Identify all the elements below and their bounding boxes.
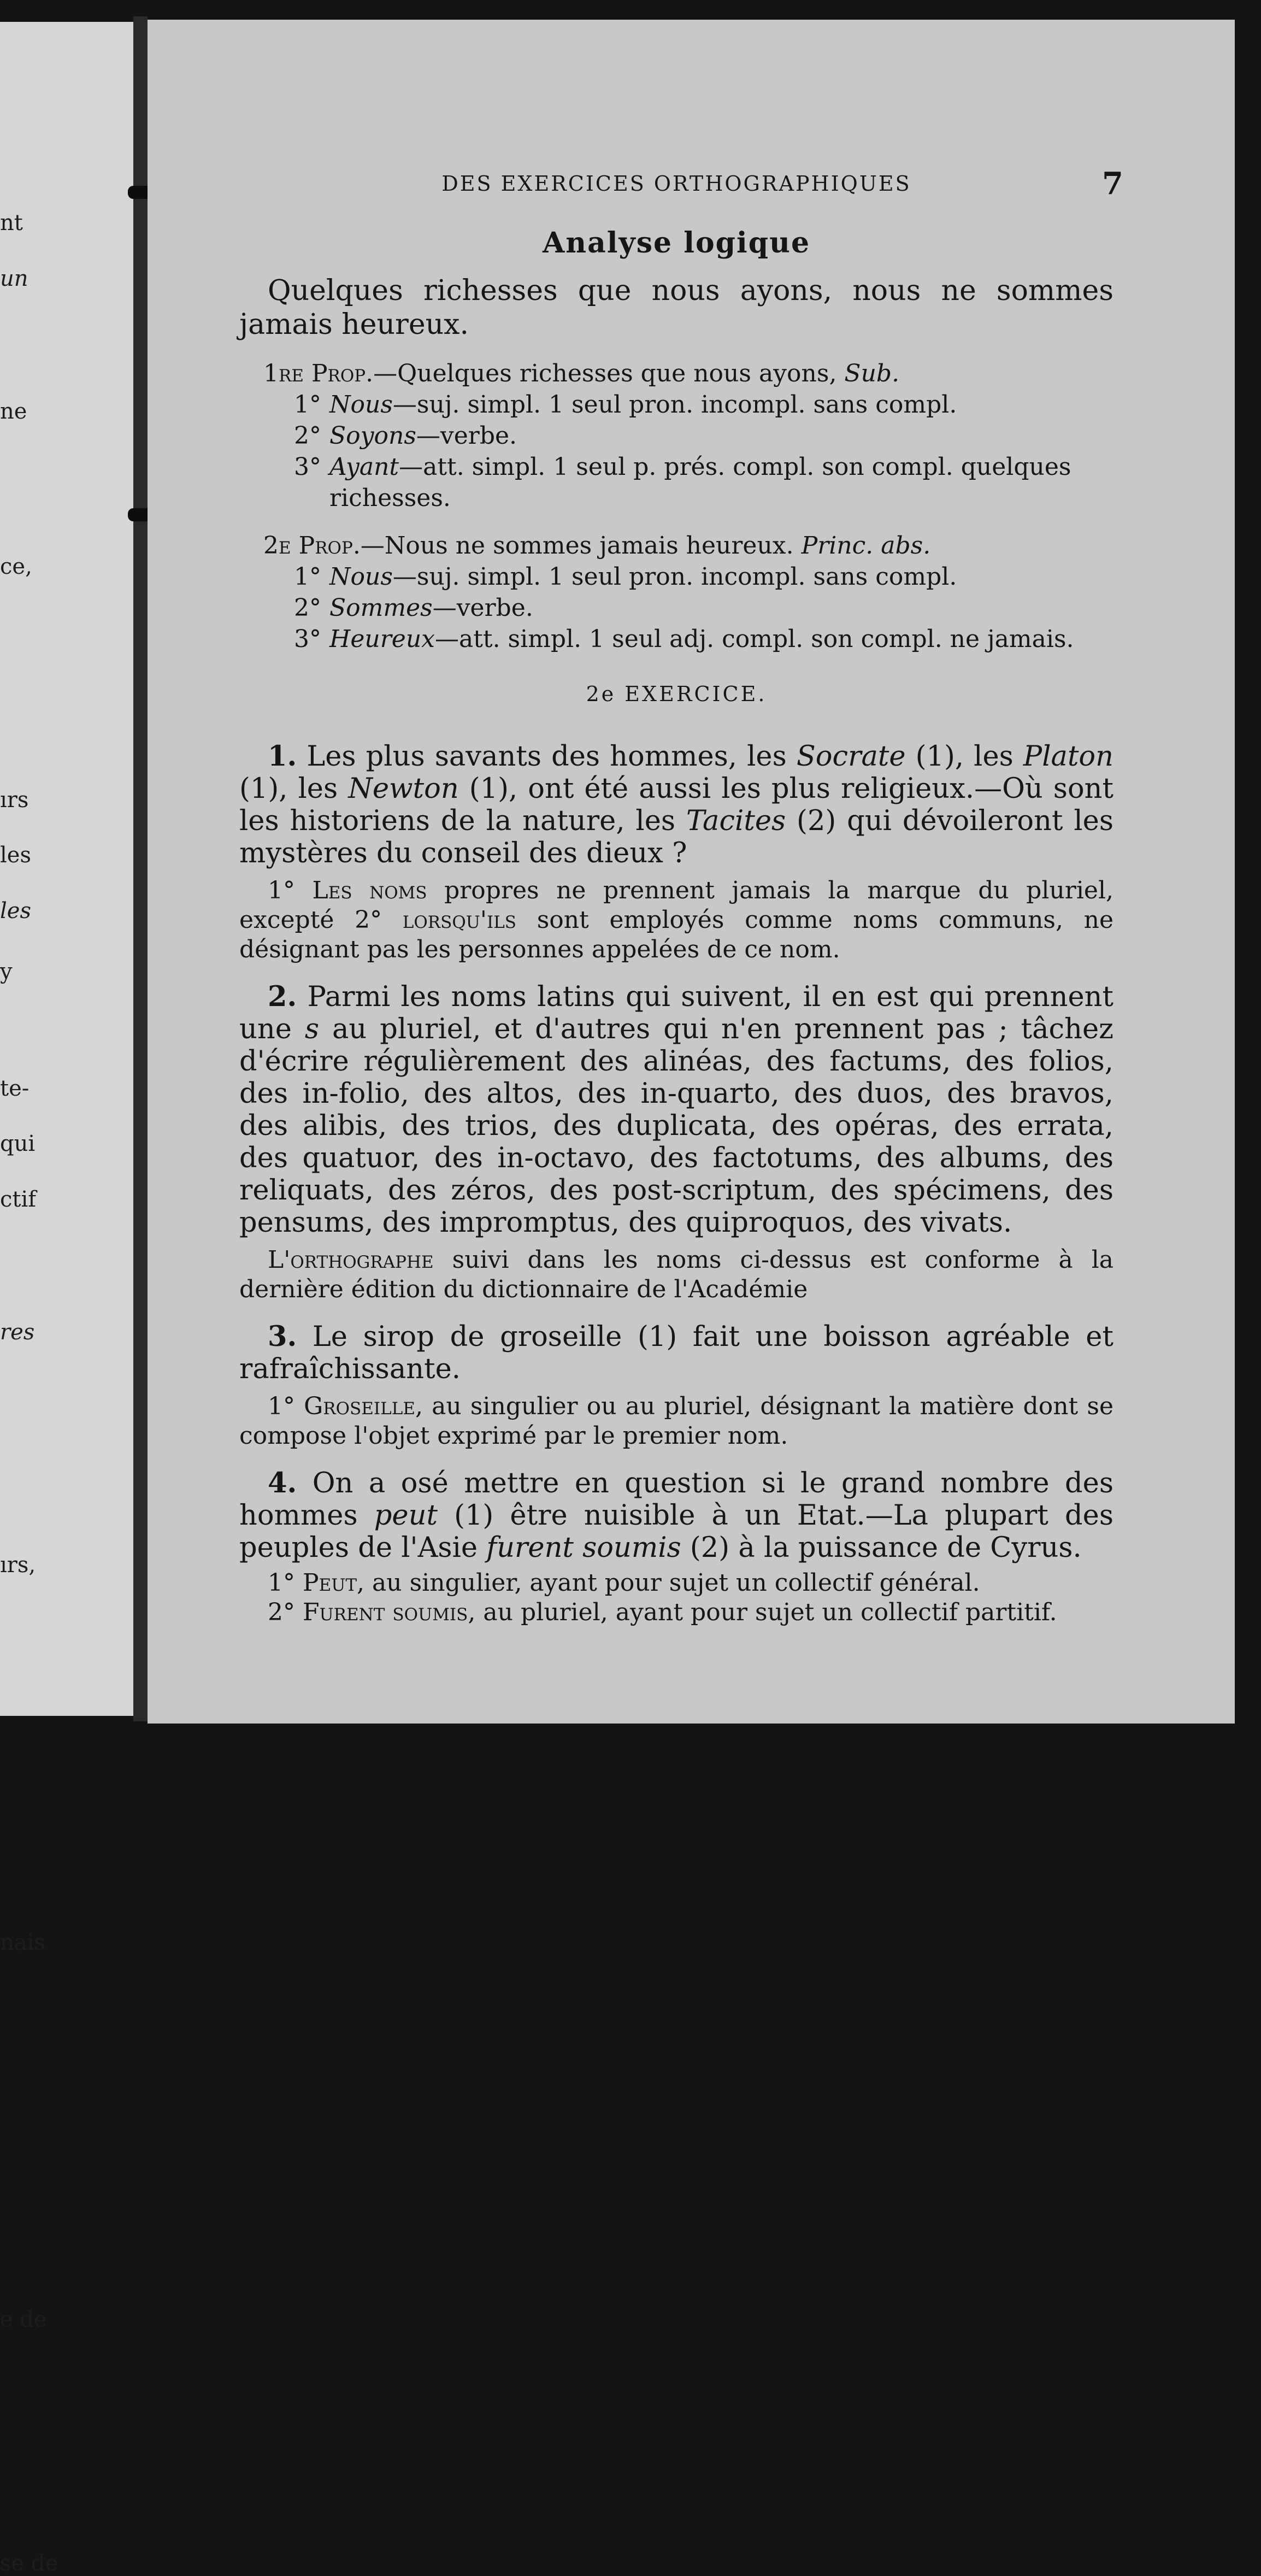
proposition-item xyxy=(239,420,1113,451)
proposition-item xyxy=(239,389,1113,420)
item-term: Ayant xyxy=(329,453,399,481)
rule-note-2 xyxy=(239,1245,1113,1304)
book-page xyxy=(148,20,1235,1724)
note-keyword: Furent soumis xyxy=(303,1598,468,1626)
note-text: sont employés comme noms communs, ne désignant pas les personnes appelées de ce nom. xyxy=(239,906,1114,963)
left-page-fragment: te- xyxy=(0,1075,30,1101)
left-page-fragment: les xyxy=(0,843,31,868)
proposition-item xyxy=(239,592,1113,624)
item-number: 2° xyxy=(294,422,321,450)
proposition-type: Sub. xyxy=(844,360,900,387)
rule-note-3 xyxy=(239,1392,1113,1451)
proposition-item xyxy=(239,451,1113,514)
item-term: Soyons xyxy=(329,422,416,450)
proper-name: Newton xyxy=(348,773,459,805)
exercise-paragraph-1 xyxy=(239,740,1113,869)
analysis-title: Analyse logique xyxy=(542,226,811,260)
paragraph-text: (1) être nuisible à un Etat.—La plupart des peuples de l'Asie xyxy=(239,1499,1113,1564)
note-line xyxy=(239,1598,1113,1627)
proposition-text: —Nous ne sommes jamais heureux. xyxy=(360,532,802,560)
verb-term: furent soumis xyxy=(486,1532,681,1564)
letter-term: s xyxy=(304,1013,320,1045)
proposition-label: 2e Prop. xyxy=(263,532,361,560)
paragraph-text: Les plus savants des hommes, les xyxy=(297,740,797,773)
left-page-fragment: ce, xyxy=(0,554,32,580)
item-term: Sommes xyxy=(329,594,433,622)
item-text: —suj. simpl. 1 seul pron. incompl. sans compl. xyxy=(392,563,957,591)
running-head xyxy=(239,166,1123,202)
paragraph-text: (2) à la puissance de Cyrus. xyxy=(681,1532,1082,1564)
proper-name: Tacites xyxy=(686,805,786,837)
item-number: 1° xyxy=(294,563,321,591)
item-term: Nous xyxy=(329,563,393,591)
note-text: , au singulier ou au pluriel, désignant la matière dont se compose l'objet exprimé par le premier nom. xyxy=(239,1392,1113,1450)
proposition-type: Princ. abs. xyxy=(801,532,931,560)
paragraph-text: (2) qui dévoileront les mystères du conseil des dieux ? xyxy=(239,805,1113,869)
paragraph-number: 3. xyxy=(268,1320,297,1353)
item-number: 3° xyxy=(294,453,321,481)
paragraph-text: Le sirop de groseille (1) fait une boisson agréable et rafraîchissante. xyxy=(239,1321,1113,1385)
left-page-fragment: les xyxy=(0,898,31,924)
book-gutter xyxy=(133,16,148,1721)
analysis-sentence: Quelques richesses que nous ayons, nous ne sommes jamais heureux. xyxy=(239,274,1113,341)
left-page-fragment: nais xyxy=(0,1930,45,1955)
proper-name: Platon xyxy=(1023,740,1113,773)
proposition-item xyxy=(239,561,1113,592)
note-text: propres ne prennent jamais la marque du pluriel, excepté 2° xyxy=(239,877,1113,934)
item-number: 1° xyxy=(294,391,321,419)
left-page-margin xyxy=(0,22,143,2576)
rule-note-1 xyxy=(239,876,1113,964)
running-head-title: DES EXERCICES ORTHOGRAPHIQUES xyxy=(441,172,911,196)
item-text: —att. simpl. 1 seul p. prés. compl. son compl. quelques richesses. xyxy=(329,453,1071,512)
note-line xyxy=(239,1568,1113,1598)
left-page-fragment: e de xyxy=(0,2307,47,2332)
paragraph-number: 2. xyxy=(268,980,297,1013)
item-number: 3° xyxy=(294,625,321,653)
paragraph-number: 1. xyxy=(268,740,297,773)
exercise-title: 2e EXERCICE. xyxy=(586,682,767,706)
proposition-2-head xyxy=(263,530,1113,561)
verb-term: peut xyxy=(374,1499,438,1532)
proper-name: Socrate xyxy=(796,740,906,773)
left-page-fragment: y xyxy=(0,959,13,985)
item-text: —verbe. xyxy=(416,422,517,450)
proposition-text: —Quelques richesses que nous ayons, xyxy=(373,360,845,387)
proposition-label: 1re Prop. xyxy=(263,360,374,387)
note-number: 1° xyxy=(268,1392,295,1420)
paragraph-text: au pluriel, et d'autres qui n'en prennent pas ; tâchez d'écrire régulièrement des alinéas, des factums, des folios, des in-folio, des altos, des in-quarto, des duos, des bravos, des alibis, des trios, des duplicata, des opéras, des errata, des quatuor, des in-octavo, des factotums, des albums, des reliquats, des zéros, des post-scriptum, des spécimens, des pensums, des impromptus, des quiproquos, des vivats. xyxy=(239,1013,1113,1239)
note-text: , au singulier, ayant pour sujet un collectif général. xyxy=(357,1569,980,1597)
left-page-fragment: ırs, xyxy=(0,1552,36,1578)
paragraph-text: (1), ont été aussi les plus religieux.—Où sont les historiens de la nature, les xyxy=(239,773,1113,837)
note-keyword: Les noms xyxy=(312,877,427,904)
note-keyword: lorsqu'ils xyxy=(402,906,517,934)
note-number: 2° xyxy=(268,1598,295,1626)
left-page-fragment: nt xyxy=(0,210,23,236)
exercise-paragraph-2 xyxy=(239,981,1113,1239)
note-text: , au pluriel, ayant pour sujet un collectif partitif. xyxy=(468,1598,1057,1626)
paragraph-text: Parmi les noms latins qui suivent, il en est qui prennent une xyxy=(239,981,1113,1045)
item-term: Nous xyxy=(329,391,393,419)
paragraph-text: (1), les xyxy=(239,773,349,805)
note-keyword: L'orthographe xyxy=(268,1246,434,1274)
note-keyword: Groseille xyxy=(304,1392,415,1420)
page-number: 7 xyxy=(1102,166,1123,202)
note-number: 1° xyxy=(268,877,295,904)
rule-note-4 xyxy=(239,1568,1113,1627)
left-page-fragment: ctif xyxy=(0,1186,37,1212)
left-page-fragment: ne xyxy=(0,399,27,425)
item-text: —suj. simpl. 1 seul pron. incompl. sans compl. xyxy=(392,391,957,419)
left-page-fragment: qui xyxy=(0,1131,36,1156)
exercise-paragraph-4 xyxy=(239,1467,1113,1564)
paragraph-number: 4. xyxy=(268,1467,297,1499)
note-number: 1° xyxy=(268,1569,295,1597)
paragraph-text: (1), les xyxy=(905,740,1023,773)
item-number: 2° xyxy=(294,594,321,622)
left-page-fragment: un xyxy=(0,266,28,291)
item-text: —att. simpl. 1 seul adj. compl. son compl. ne jamais. xyxy=(434,625,1074,653)
page-text xyxy=(239,166,1123,1644)
item-text: —verbe. xyxy=(432,594,533,622)
left-page-fragment: se de xyxy=(0,2551,58,2576)
note-keyword: Peut xyxy=(303,1569,357,1597)
exercise-paragraph-3 xyxy=(239,1321,1113,1385)
item-term: Heureux xyxy=(329,625,435,653)
proposition-item xyxy=(239,624,1113,655)
left-page-fragment: res xyxy=(0,1320,35,1345)
paragraph-text: On a osé mettre en question si le grand nombre des hommes xyxy=(239,1467,1113,1532)
proposition-1-head xyxy=(263,358,1113,389)
left-page-fragment: ırs xyxy=(0,787,29,813)
note-text: suivi dans les noms ci-dessus est conforme à la dernière édition du dictionnaire de l'Académie xyxy=(239,1246,1113,1303)
